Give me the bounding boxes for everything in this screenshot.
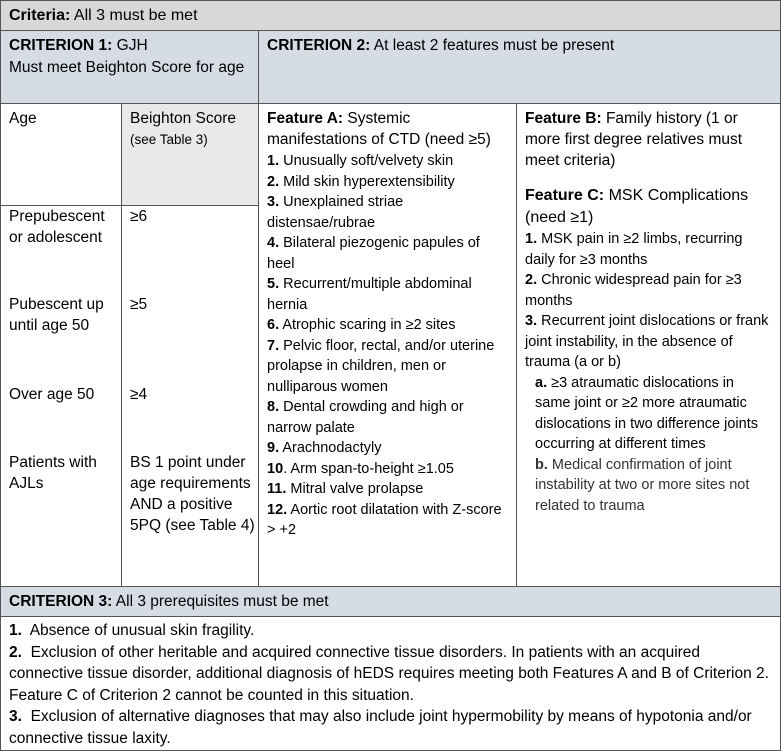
list-item: 1. Absence of unusual skin fragility.: [9, 622, 255, 639]
list-item: 3. Exclusion of alternative diagnoses that may also include joint hypermobility by means of hypotonia and/or connective tissue laxity.: [9, 708, 752, 747]
age-row-4: [9, 452, 119, 494]
list-item: 7. Pelvic floor, rectal, and/or uterine prolapse in children, men or nulliparous women: [267, 337, 495, 395]
age-row-2: [9, 294, 119, 336]
list-item: 3. Recurrent joint dislocations or frank joint instability, in the absence of trauma (a or b): [525, 313, 769, 370]
list-item: 3. Unexplained striae distensae/rubrae: [267, 194, 404, 231]
score-row-4: [130, 452, 255, 536]
criterion1-subtitle: Must meet Beighton Score for age: [9, 59, 245, 76]
score-row-1: [130, 206, 255, 227]
age-row-3: [9, 384, 119, 405]
score-value: ≥4: [130, 386, 148, 403]
list-item: 11. Mitral valve prolapse: [267, 481, 424, 497]
feature-a-list: [267, 151, 508, 541]
age-column-header: [0, 103, 122, 206]
feature-a-label: Feature A:: [267, 110, 344, 127]
criterion2-label: CRITERION 2:: [267, 37, 371, 54]
list-item: 1. MSK pain in ≥2 limbs, recurring daily for ≥3 months: [525, 231, 743, 268]
beighton-header-note: (see Table 3): [130, 132, 208, 147]
list-item: 6. Atrophic scaring in ≥2 sites: [267, 317, 456, 333]
feature-c-heading: [525, 185, 772, 229]
criteria-text: All 3 must be met: [73, 7, 198, 24]
age-value: Over age 50: [9, 386, 95, 403]
age-header-label: Age: [9, 110, 37, 127]
list-item: 8. Dental crowding and high or narrow palate: [267, 399, 464, 436]
criteria-header: [0, 0, 781, 31]
list-item: 5. Recurrent/multiple abdominal hernia: [267, 276, 472, 313]
score-value: ≥6: [130, 208, 148, 225]
list-item: 2. Exclusion of other heritable and acquired connective tissue disorders. In patients with an acquired connective tissue disorder, additional diagnosis of hEDS requires meeting both Features A and B of Criterion 2. Feature C of Criterion 2 cannot be counted in this situation.: [9, 643, 769, 704]
criteria-label: Criteria:: [9, 7, 71, 24]
list-item: 2. Chronic widespread pain for ≥3 months: [525, 272, 742, 309]
feature-c-label: Feature C:: [525, 187, 605, 204]
score-row-3: [130, 384, 255, 405]
score-value: ≥5: [130, 296, 148, 313]
feature-b-text: Family history (1 or more first degree relatives must meet criteria): [525, 110, 743, 169]
beighton-header-label: Beighton Score: [130, 110, 236, 127]
criterion3-label: CRITERION 3:: [9, 593, 113, 610]
list-item: 2. Mild skin hyperextensibility: [267, 173, 455, 190]
feature-a-cell: [258, 103, 517, 587]
criterion1-header: [0, 30, 259, 104]
beighton-column-header: [121, 103, 259, 206]
age-value: Patients with AJLs: [9, 454, 97, 492]
criterion3-title: All 3 prerequisites must be met: [115, 593, 329, 610]
feature-bc-cell: [516, 103, 781, 587]
age-value: Pubescent up until age 50: [9, 296, 104, 334]
list-item: a. ≥3 atraumatic dislocations in same joint or ≥2 more atraumatic dislocations in two difference joints occurring at different times: [535, 374, 758, 452]
feature-b-label: Feature B:: [525, 110, 602, 127]
criterion1-label: CRITERION 1:: [9, 37, 113, 54]
list-item: 1. Unusually soft/velvety skin: [267, 153, 454, 169]
criterion1-title: GJH: [116, 37, 148, 54]
score-value: BS 1 point under age requirements AND a positive 5PQ (see Table 4): [130, 454, 255, 534]
age-row-1: [9, 206, 119, 248]
list-item: b. Medical confirmation of joint instability at two or more sites not related to trauma: [535, 456, 750, 514]
criterion2-title: At least 2 features must be present: [373, 37, 615, 54]
list-item: 10. Arm span-to-height ≥1.05: [267, 460, 454, 477]
feature-c-list: [525, 229, 772, 516]
list-item: 12. Aortic root dilatation with Z-score > +2: [267, 501, 502, 538]
age-column: [0, 205, 122, 587]
criterion2-header: [258, 30, 781, 104]
criterion3-header: [0, 586, 781, 617]
feature-a-title: Systemic manifestations of CTD (need ≥5): [267, 110, 491, 148]
list-item: 9. Arachnodactyly: [267, 440, 382, 456]
age-value: Prepubescent or adolescent: [9, 208, 105, 246]
feature-b: [525, 108, 772, 171]
list-item: 4. Bilateral piezogenic papules of heel: [267, 235, 480, 272]
score-row-2: [130, 294, 255, 315]
beighton-column: [121, 205, 259, 587]
feature-c-title: MSK Complications (need ≥1): [525, 187, 749, 226]
criterion3-body: [0, 616, 781, 751]
